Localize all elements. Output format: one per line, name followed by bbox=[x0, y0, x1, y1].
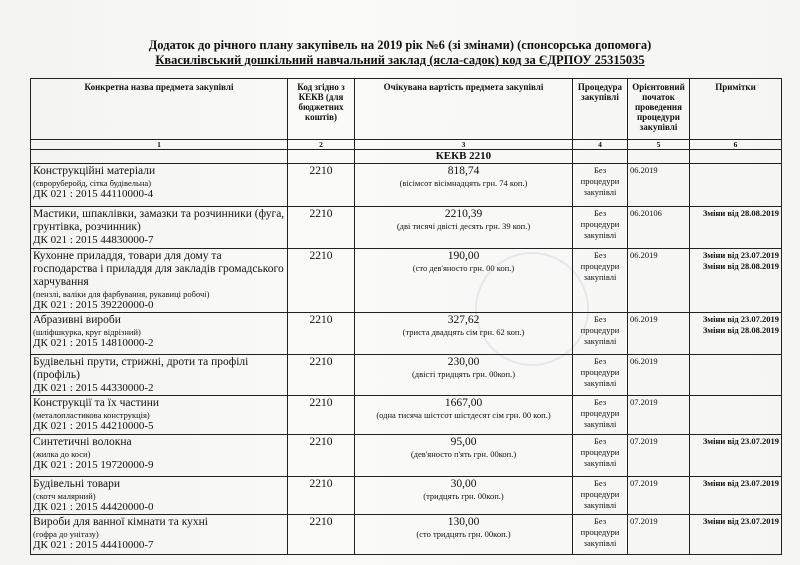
column-number: 4 bbox=[573, 140, 628, 150]
item-subtitle: (металопластикова конструкція) bbox=[33, 410, 150, 420]
header-notes: Примітки bbox=[690, 79, 782, 140]
start-date: 07.2019 bbox=[628, 515, 690, 555]
item-dk-code: ДК 021 : 2015 44420000-0 bbox=[33, 501, 154, 513]
kekv-code: 2210 bbox=[288, 515, 355, 555]
procedure: Без процедури закупівлі bbox=[573, 435, 628, 477]
item-subtitle: (пензлі, валіки для фарбування, рукавиці робочі) bbox=[33, 289, 210, 299]
item-name: Абразивні вироби bbox=[33, 314, 121, 326]
kekv-code: 2210 bbox=[288, 249, 355, 313]
table-row bbox=[31, 355, 782, 396]
document-title bbox=[0, 38, 800, 68]
cost-in-words: (вісімсот вісімнадцять грн. 74 коп.) bbox=[399, 178, 528, 188]
kekv-code: 2210 bbox=[288, 313, 355, 355]
table-row bbox=[31, 396, 782, 435]
title-line-1: Додаток до річного плану закупівель на 2019 рік №6 (зі змінами) (спонсорська допомога) bbox=[148, 38, 652, 52]
column-number: 3 bbox=[355, 140, 573, 150]
note-entry: Зміни від 28.08.2019 bbox=[702, 325, 779, 335]
table-row bbox=[31, 207, 782, 249]
kekv-code: 2210 bbox=[288, 396, 355, 435]
cost-cell bbox=[355, 249, 573, 313]
cost-in-words: (триста двадцять сім грн. 62 коп.) bbox=[402, 327, 525, 337]
start-date: 06.2019 bbox=[628, 355, 690, 396]
notes-cell bbox=[690, 164, 782, 207]
procedure: Без процедури закупівлі bbox=[573, 477, 628, 515]
kekv-code: 2210 bbox=[288, 207, 355, 249]
title-line-2: Квасилівський дошкільний навчальний заклад (ясла-садок) код за ЄДРПОУ 25315035 bbox=[155, 53, 645, 67]
note-entry: Зміни від 23.07.2019 bbox=[702, 516, 779, 526]
kekv-code: 2210 bbox=[288, 164, 355, 207]
kekv-code: 2210 bbox=[288, 477, 355, 515]
item-name-cell bbox=[31, 313, 288, 355]
cost-cell bbox=[355, 477, 573, 515]
procedure: Без процедури закупівлі bbox=[573, 164, 628, 207]
table-row bbox=[31, 313, 782, 355]
procedure: Без процедури закупівлі bbox=[573, 396, 628, 435]
procedure: Без процедури закупівлі bbox=[573, 207, 628, 249]
item-dk-code: ДК 021 : 2015 44410000-7 bbox=[33, 539, 154, 551]
start-date: 06.2019 bbox=[628, 313, 690, 355]
column-number: 6 bbox=[690, 140, 782, 150]
procedure: Без процедури закупівлі bbox=[573, 313, 628, 355]
cost-value: 190,00 bbox=[447, 250, 480, 262]
start-date: 06.2019 bbox=[628, 249, 690, 313]
cost-value: 230,00 bbox=[447, 356, 480, 368]
table-row bbox=[31, 435, 782, 477]
cost-cell bbox=[355, 435, 573, 477]
item-dk-code: ДК 021 : 2015 39220000-0 bbox=[33, 299, 154, 311]
column-number: 1 bbox=[31, 140, 288, 150]
item-dk-code: ДК 021 : 2015 44330000-2 bbox=[33, 382, 154, 394]
cost-cell bbox=[355, 515, 573, 555]
section-row bbox=[31, 150, 782, 164]
kekv-code: 2210 bbox=[288, 435, 355, 477]
cost-in-words: (дев'яносто п'ять грн. 00коп.) bbox=[410, 449, 517, 459]
item-name-cell bbox=[31, 477, 288, 515]
note-entry: Зміни від 23.07.2019 bbox=[702, 250, 779, 260]
cost-cell bbox=[355, 207, 573, 249]
procedure: Без процедури закупівлі bbox=[573, 249, 628, 313]
item-name-cell bbox=[31, 207, 288, 249]
start-date: 06.20106 bbox=[628, 207, 690, 249]
note-entry: Зміни від 23.07.2019 bbox=[702, 314, 779, 324]
item-dk-code: ДК 021 : 2015 44210000-5 bbox=[33, 420, 154, 432]
cost-cell bbox=[355, 164, 573, 207]
notes-cell bbox=[690, 313, 782, 355]
column-number: 2 bbox=[288, 140, 355, 150]
cost-cell bbox=[355, 355, 573, 396]
item-subtitle: (гофра до унітазу) bbox=[33, 529, 99, 539]
cost-value: 130,00 bbox=[447, 516, 480, 528]
item-name: Конструкційні матеріали bbox=[33, 165, 156, 177]
item-dk-code: ДК 021 : 2015 44830000-7 bbox=[33, 234, 154, 246]
cost-in-words: (двісті тридцять грн. 00коп.) bbox=[411, 369, 516, 379]
item-name: Конструкції та їх частини bbox=[33, 397, 160, 409]
notes-cell bbox=[690, 355, 782, 396]
notes-cell bbox=[690, 249, 782, 313]
cost-value: 1667,00 bbox=[444, 397, 483, 409]
notes-cell bbox=[690, 396, 782, 435]
notes-cell bbox=[690, 207, 782, 249]
notes-cell bbox=[690, 435, 782, 477]
note-entry: Зміни від 28.08.2019 bbox=[702, 208, 779, 218]
cost-value: 818,74 bbox=[447, 165, 480, 177]
item-name: Кухонне приладдя, товари для дому та господарства і приладдя для закладів громадського харчування bbox=[33, 250, 284, 288]
header-cost: Очікувана вартість предмета закупівлі bbox=[355, 79, 573, 140]
table-row bbox=[31, 477, 782, 515]
start-date: 07.2019 bbox=[628, 477, 690, 515]
note-entry: Зміни від 23.07.2019 bbox=[702, 436, 779, 446]
cost-in-words: (дві тисячі двісті десять грн. 39 коп.) bbox=[396, 221, 531, 231]
item-subtitle: (шліфшкурка, круг відрізний) bbox=[33, 327, 141, 337]
header-procedure: Процедура закупівлі bbox=[573, 79, 628, 140]
item-subtitle: (скотч малярний) bbox=[33, 491, 96, 501]
table-row bbox=[31, 515, 782, 555]
item-dk-code: ДК 021 : 2015 19720000-9 bbox=[33, 459, 154, 471]
cost-in-words: (тридцять грн. 00коп.) bbox=[423, 491, 504, 501]
item-name-cell bbox=[31, 435, 288, 477]
start-date: 06.2019 bbox=[628, 164, 690, 207]
item-name: Будівельні товари bbox=[33, 478, 120, 490]
start-date: 07.2019 bbox=[628, 435, 690, 477]
procedure: Без процедури закупівлі bbox=[573, 355, 628, 396]
item-subtitle: (жилка до коси) bbox=[33, 449, 91, 459]
item-name: Мастики, шпаклівки, замазки та розчинники (фуга, грунтівка, розчинник) bbox=[33, 208, 285, 233]
table-row bbox=[31, 164, 782, 207]
item-name-cell bbox=[31, 515, 288, 555]
header-kekv: Код згідно з КЕКВ (для бюджетних коштів) bbox=[288, 79, 355, 140]
kekv-code: 2210 bbox=[288, 355, 355, 396]
item-dk-code: ДК 021 : 2015 14810000-2 bbox=[33, 337, 154, 349]
item-name: Синтетичні волокна bbox=[33, 436, 132, 448]
table-row bbox=[31, 249, 782, 313]
item-subtitle: (євроруберойд, сітка будівельна) bbox=[33, 178, 152, 188]
item-name-cell bbox=[31, 355, 288, 396]
cost-in-words: (сто тридцять грн. 00коп.) bbox=[416, 529, 511, 539]
notes-cell bbox=[690, 515, 782, 555]
cost-value: 2210,39 bbox=[444, 208, 483, 220]
column-numbers-row bbox=[31, 140, 782, 150]
cost-in-words: (сто дев'яносто грн. 00 коп.) bbox=[412, 263, 515, 273]
item-name-cell bbox=[31, 396, 288, 435]
procurement-table bbox=[30, 78, 782, 555]
note-entry: Зміни від 28.08.2019 bbox=[702, 261, 779, 271]
item-name-cell bbox=[31, 249, 288, 313]
section-label: КЕКВ 2210 bbox=[355, 150, 573, 164]
cost-in-words: (одна тисяча шістсот шістдесят сім грн. 00 коп.) bbox=[376, 410, 551, 420]
procedure: Без процедури закупівлі bbox=[573, 515, 628, 555]
item-name: Вироби для ванної кімнати та кухні bbox=[33, 516, 208, 528]
header-row bbox=[31, 79, 782, 140]
cost-cell bbox=[355, 396, 573, 435]
item-name: Будівельні прути, стрижні, дроти та профілі (профіль) bbox=[33, 356, 249, 381]
notes-cell bbox=[690, 477, 782, 515]
start-date: 07.2019 bbox=[628, 396, 690, 435]
cost-cell bbox=[355, 313, 573, 355]
header-name: Конкретна назва предмета закупівлі bbox=[31, 79, 288, 140]
item-name-cell bbox=[31, 164, 288, 207]
column-number: 5 bbox=[628, 140, 690, 150]
note-entry: Зміни від 23.07.2019 bbox=[702, 478, 779, 488]
cost-value: 95,00 bbox=[450, 436, 477, 448]
cost-value: 30,00 bbox=[450, 478, 477, 490]
item-dk-code: ДК 021 : 2015 44110000-4 bbox=[33, 188, 154, 200]
header-start: Орієнтовний початок проведення процедури закупівлі bbox=[628, 79, 690, 140]
cost-value: 327,62 bbox=[447, 314, 480, 326]
